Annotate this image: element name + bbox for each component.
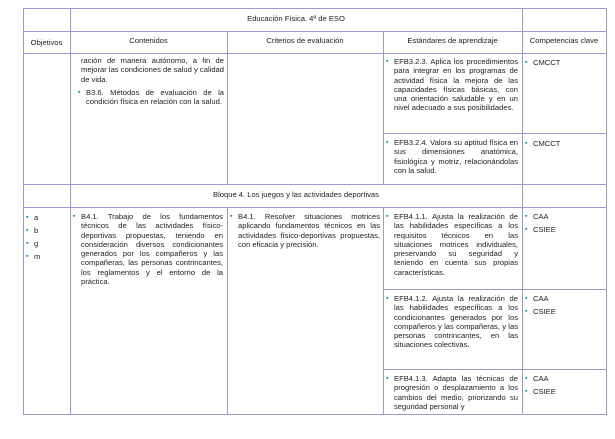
table-border-bottom: [23, 414, 607, 415]
objetivo-item: ▪ g: [26, 238, 68, 250]
row-divider: [23, 207, 607, 208]
header-contenidos: Contenidos: [129, 36, 168, 45]
column-divider: [522, 8, 523, 414]
contenidos-cell: [78, 56, 224, 111]
criterios-cell: [230, 212, 380, 254]
objetivo-item: ▪ m: [26, 251, 68, 263]
objetivo-item: ▪ b: [26, 225, 68, 237]
column-divider: [383, 207, 384, 414]
table-border-top: [23, 8, 607, 9]
standard-item: ▪ EFB3.2.4. Valora su aptitud física en sus dimensiones anatómica, fisiológica y motriz, relacionándolas con la salud.: [386, 138, 518, 175]
competencia-item: ▪ CAA: [525, 374, 603, 383]
competencia-item: ▪ CMCCT: [525, 58, 603, 67]
header-estandares: Estándares de aprendizaje: [407, 36, 498, 45]
competencias-cell: [525, 139, 603, 152]
competencia-item: ▪ CSIEE: [525, 307, 603, 316]
contenidos-continuation: ración de manera autónomo, a fin de mejorar las condiciones de salud y calidad de vida.: [81, 56, 224, 84]
bloque-title: Bloque 4. Los juegos y las actividades deportivas: [213, 190, 379, 199]
competencias-cell: [525, 374, 603, 401]
competencia-item: ▪ CAA: [525, 294, 603, 303]
competencia-item: ▪ CMCCT: [525, 139, 603, 148]
header-criterios: Criterios de evaluación: [266, 36, 344, 45]
column-divider: [70, 8, 71, 414]
competencia-item: ▪ CSIEE: [525, 387, 603, 396]
competencias-cell: [525, 58, 603, 71]
objetivos-cell: [26, 212, 68, 264]
standard-item: ▪ EFB4.1.3. Adapta las técnicas de progresión o desplazamiento a los cambios del medio, priorizando su seguridad personal y: [386, 374, 518, 411]
table-title: Educación Física. 4º de ESO: [247, 14, 345, 23]
standard-item: ▪ EFB3.2.3. Aplica los procedimientos para integrar en los programas de actividad física la mejora de las capacidades físicas básicas, con una orientación saludable y en un nivel adecuado a sus posibilidades.: [386, 57, 518, 113]
header-competencias: Competencias clave: [529, 36, 599, 45]
contenidos-item: ▪ B4.1. Trabajo de los fundamentos técnicos de las actividades físico-deportivas propuestas, teniendo en consideración diversos condicionantes generados por los compañeros y las compañeras, las personas contrincantes, los reglamentos y el entorno de la práctica.: [73, 212, 223, 286]
column-divider: [227, 32, 228, 184]
table-border-right: [606, 8, 607, 414]
row-divider: [23, 53, 607, 54]
standard-cell: [386, 294, 518, 355]
table-border-left: [23, 8, 24, 414]
row-divider: [383, 289, 607, 290]
column-divider: [383, 32, 384, 184]
row-divider: [383, 133, 607, 134]
standard-item: ▪ EFB4.1.1. Ajusta la realización de las habilidades específicas a los requisitos técnicos en las situaciones motrices individuales, preservando su seguridad y teniendo en cuenta sus propias características.: [386, 212, 518, 277]
header-objetivos: Objetivos: [30, 38, 63, 47]
standard-cell: [386, 138, 518, 180]
competencia-item: ▪ CAA: [525, 212, 603, 221]
criterio-item: ▪ B4.1. Resolver situaciones motrices aplicando fundamentos técnicos en las actividades físico-deportivas propuestas, con eficacia y precisión.: [230, 212, 380, 249]
contenidos-item: ▪ B3.6. Métodos de evaluación de la condición física en relación con la salud.: [78, 88, 224, 107]
column-divider: [227, 207, 228, 414]
competencias-cell: [525, 212, 603, 239]
standard-cell: [386, 57, 518, 118]
contenidos-cell: [73, 212, 223, 291]
objetivo-item: ▪ a: [26, 212, 68, 224]
standard-item: ▪ EFB4.1.2. Ajusta la realización de las habilidades específicas a los condicionantes generados por los compañeros y las compañeras, y las personas contrincantes, en las situaciones colectivas.: [386, 294, 518, 350]
competencias-cell: [525, 294, 603, 321]
competencia-item: ▪ CSIEE: [525, 225, 603, 234]
standard-cell: [386, 212, 518, 282]
standard-cell: [386, 374, 518, 414]
row-divider: [23, 31, 607, 32]
row-divider: [383, 369, 607, 370]
row-divider: [23, 184, 607, 185]
